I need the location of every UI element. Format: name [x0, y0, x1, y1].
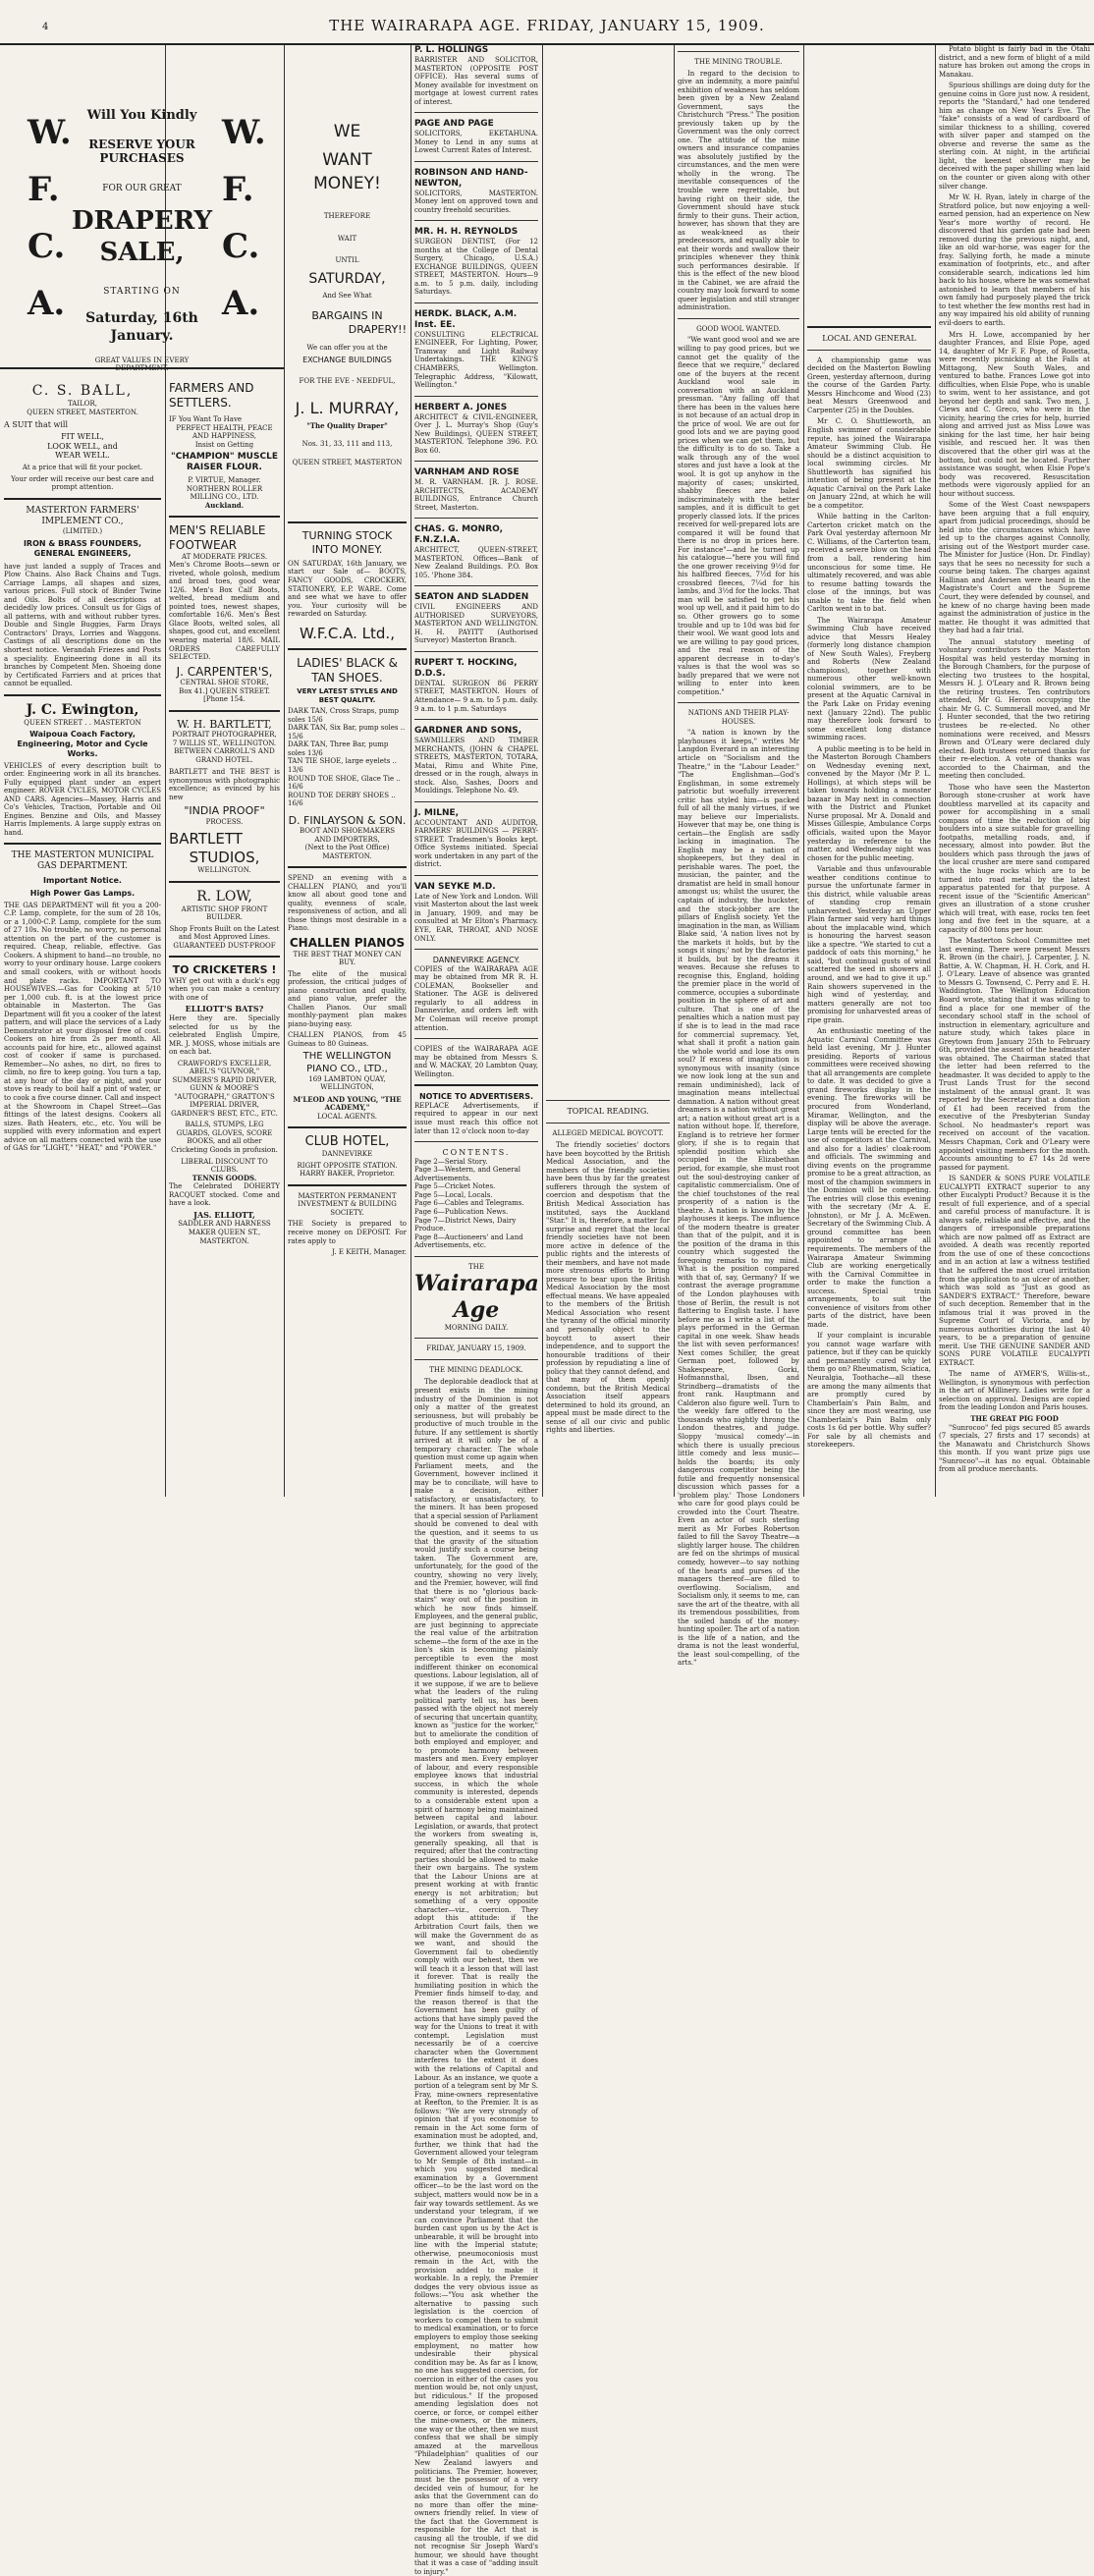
ad-line: VERY LATEST STYLES AND BEST QUALITY. [297, 687, 398, 704]
news-item: Mr W. H. Ryan, lately in charge of the Stratford police, but now enjoying a well-earned pension, had an experience on New Year's more worthy of record. He discovered that his garden gate had been removed during the previous night, and, like an old war-horse, was eager for the fray. Sallying forth, he made a minute examination of footprints, etc., and after considerable search, indications led him back to his house, where he was somewhat astonished to learn that members of his own family had purposely played the trick to test whether the few months rest had in any way impaired his old ability of running evil-doers to earth. [939, 193, 1090, 327]
price-row: DARK TAN, Cross Straps, pump soles 15/6 [288, 707, 399, 724]
club-hotel-ad [288, 1134, 407, 1178]
article-body: "A nation is known by the playhouses it keeps," writes Mr Langdon Everard in an interesting article on "Socialism and the Theatre," in the "Labour Leader." "The Englishman—God's Englishman, in some extremely patriotic but woefully irreverent critic has styled him—is packed full of all the manly virtues, if we may believe our Imperialists. However that may be, one thing is certain—the English are sadly lacking in imagination. The English may be a nation of shopkeepers, but they deal in perishable wares. The poet, the musician, the painter, and the dramatist are held in small honour amongst us; whilst the usurer, the captain of industry, the huckster, and the stock-jobber are the pillars of English society. Yet the imagination in the man, as William Blake said, 'A nation lives not by the markets it holds, but by the songs it sings;' not by the factories it builds, but by the dreams it weaves. Because she refuses to recognise this, England, holding the premier place in the world of commerce, occupies a subordinate position in the sphere of art and culture. That is one of the penalties which a nation must pay if she is to lead in the mad race for commercial supremacy. Yet, what shall it profit a nation gain the whole world and lose its own soul? If excess of imagination is synonymous with insanity (since we now look long at the sun and remain undiminished), lack of imagination means intellectual damnation. A nation without great dreamers is a nation without great art; a nation without great art is a nation without hope. If, therefore, England is to retrieve her former glory, if she is to regain that splendid position which she occupied in the Elizabethan period, for example, she must root out the soul-destroying canker of capitalistic commercialism. One of the chief touchstones of the real prosperity of a nation is the theatre. A nation is known by the playhouses it keeps. The influence of the modern theatre is greater than that of the pulpit, and it is the position of the drama in this country which suggested the foregoing remarks to my mind. What is the position compared with that of, say, Germany? If we contrast the average programme of the London playhouses with those of Berlin, the result is not flattering to English taste. I have before me as I write a list of the plays performed in the German capital in one week. Shaw heads the list with seven performances! Next comes Schiller, the great German poet, followed by Shakespeare, Gorki, Hofmannsthal, Ibsen, and Strindberg—dramatists of the front rank. Hauptmann and Calderon also figure well. Turn to the weekly fare offered to the thousands who nightly throng the London theatres, and judge. Sloppy 'musical comedy'—in which there is usually precious little comedy and less music—holds the boards; its only dangerous competitor being the futile and frequently nonsensical discussion which passes for a 'problem play.' Those Londoners who care for good plays could be crowded into the Court Theatre. Even an actor of such sterling merit as Mr Forbes Robertson failed to fill the Savoy Theatre—a slightly larger house. The children are fed on the shrimps of musical comedy, however—to say nothing of the hearts and purses of the managers thereof—are filled to overflowing. Socialism, and Socialism only, it seems to me, can save the art of the theatre, with all its tremendous possibilities, from the soiled hands of the money-hunting spoiler. The art of a nation is the life of a nation, and the drama is not the least wonderful, the least soul-compelling, of the arts." [678, 729, 799, 1668]
ad-body: Here they are. Specially selected for us by the celebrated English Umpire, MR. J. MOSS, whose initials are on each bat. [169, 1014, 280, 1057]
letter: W. [222, 113, 266, 152]
entry-body: SOLICITORS, MASTERTON. Money lent on approved town and country freehold securities. [414, 189, 538, 214]
directory-entry [414, 1045, 538, 1078]
ad-line: THEREFORE [323, 212, 371, 221]
column-3 [288, 45, 407, 1497]
ad-line: LOCAL AGENTS. [317, 1112, 377, 1121]
ad-line: RESERVE YOUR PURCHASES [88, 137, 195, 166]
ad-line: P. VIRTUE, Manager. [188, 476, 261, 485]
ad-line: Shop Fronts Built on the Latest and Most Approved Lines. [169, 924, 280, 942]
directory-entry [414, 227, 538, 297]
ad-body: SPEND an evening with a CHALLEN PIANO, and you'll know all about good tone and quality, evenness of scale, responsiveness of action, and all those things most desirable in a Piano. [288, 874, 407, 933]
contents-item: Page 2—Serial Story. [414, 1157, 488, 1166]
news-item: Spurious shillings are doing duty for the genuine coins in Gore just now. A resident, reports the "Standard," had one tendered him as change on New Year's Eve. The "fake" consists of a wad of cardboard of similar thickness to a shilling, covered with silver paper and stamped on the obverse and reverse the same as the sterling coin. At night, in the artificial light, the keenest observer may be deceived with the paper shilling when laid on the counter or given along with other silver change. [939, 82, 1090, 191]
price-row: TAN TIE SHOE, large eyelets .. 13/6 [288, 757, 397, 774]
column-4 [414, 45, 539, 2576]
ad-name: TO CRICKETERS ! [172, 963, 277, 977]
directory-entry [414, 45, 538, 106]
cricket-ad [169, 963, 280, 1245]
ad-line: TAILOR, [68, 400, 97, 409]
ad-name: MASTERTON FARMERS' IMPLEMENT CO., [26, 505, 139, 526]
price-row: DARK TAN, Three Bar, pump soles 13/6 [288, 740, 389, 757]
news-item: Variable and thus unfavourable weather conditions continue to pursue the unfortunate farmer in this district, while valuable areas of standing crop remain unharvested. Yesterday an Upper Plain farmer said very hard things about the implacable wind, which is honouring the harvest season like a spectre. "We started to cut a paddock of oats this morning," he said, "but continual gusts of wind scattered the seed in showers all around, and we had to give it up." Rain showers supervened in the high wind of yesterday, and matters generally are not too promising for unharvested areas of ripe grain. [807, 865, 931, 1024]
ad-name: R. LOW, [196, 888, 252, 904]
column-2 [169, 375, 280, 1495]
ad-name: J. L. MURRAY, [295, 399, 400, 418]
letter: A. [27, 284, 66, 323]
ad-name: THE MASTERTON MUNICIPAL GAS DEPARTMENT. [11, 850, 154, 872]
price-row: ROUND TOE DERBY SHOES .. 16/6 [288, 791, 396, 808]
news-item: Potato blight is fairly bad in the Otahi district, and a new form of blight of a mild nature has broken out among the crops in Manakau. [939, 45, 1090, 79]
notice-to-advertisers [414, 1092, 538, 1135]
ad-line: A SUIT that will [4, 420, 68, 430]
entry-name: GARDNER AND SONS, [414, 726, 522, 737]
ad-line: At a price that will fit your pocket. [22, 464, 143, 472]
contents-item: Page 5—Cricket Notes. [414, 1182, 496, 1191]
ad-line: QUEEN STREET, MASTERTON. [27, 408, 138, 416]
ad-line: DANNEVIRKE [321, 1150, 373, 1159]
ad-line: FIT WELL, [61, 431, 104, 441]
column-rule [674, 45, 675, 1497]
directory-entry [414, 467, 538, 512]
ad-body: BALLS, STUMPS, LEG GUARDS, GLOVES, SCORE BOOKS, and all other Cricketing Goods in profusion. [171, 1121, 278, 1154]
wfca-center [69, 104, 215, 373]
ad-line: Will You Kindly [86, 108, 197, 123]
ad-body: THE Society is prepared to receive money on DEPOSIT. For rates apply to [288, 1220, 407, 1245]
murray-ad [288, 122, 407, 466]
ad-line: We can offer you at the [306, 344, 388, 353]
ad-body: The elite of the musical profession, the critical judges of piano construction and quality, and piano value, prefer the Challen Pianos. Our small monthly-payment plan makes piano-buying easy. [288, 969, 407, 1028]
directory-entry [414, 524, 538, 579]
column-rule [284, 45, 285, 1497]
directory-entry [414, 658, 538, 713]
article-body: In regard to the decision to give an indemnity, a more painful exhibition of weakness has seldom been given by a New Zealand Government, says the Christchurch "Press." The position previously taken up by the Government was the only correct one. The attitude of the mine owners and insurance companies was absolutely justified by the circumstances, and the men were wholly in the wrong. The inevitable consequences of the trouble were regrettable, but having right on their side, the Government should have stuck firmly to their guns. Their action, however, has shown that they are as weak-kneed as their predecessors, and equally able to eat their words and swallow their principles whenever they think such performances desirable. If this is the effect of the new blood in the Cabinet, we are afraid the country may look forward to some queer legislation and still stranger administration. [678, 69, 799, 312]
entry-body: ARCHITECT & CIVIL-ENGINEER, Over J. L. Murray's Shop (Guy's New Buildings), QUEEN STREET, MASTERTON. Telephone 396. P.O. Box 60. [414, 412, 538, 455]
ad-line: STARTING ON [103, 286, 181, 297]
ad-line: GREAT VALUES IN EVERY DEPARTMENT. [94, 356, 190, 373]
ad-line: High Power Gas Lamps. [29, 889, 136, 898]
ad-line: Auckland. [204, 500, 245, 510]
news-item: Mrs H. Lowe, accompanied by her daughter Frances, and Elsie Pope, aged 14, daughter of Mr F. F. Pope, of Rosetta, were recently picnicking at the Falls at Mittagong, New South Wales, and ventured to bathe. Frances Lowe got into difficulties, when Elsie Pope, who is unable to swim, went to her assistance, and got beyond her depth and sank. Two men, J. Clews and C. Greco, who were in the vicinity, hearing the cries for help, hurried along and arrived just as Miss Lowe was sinking for the last time, her hair being visible, and rescued her. It was then discovered that the other girl was at the bottom, but could not be located. Further assistance was sought, when Elsie Pope's body was recovered. Resuscitation methods were vigorously applied for an hour without success. [939, 330, 1090, 498]
ad-line: BOOT AND SHOEMAKERS [299, 827, 396, 836]
ad-name: LADIES' BLACK & TAN SHOES. [297, 655, 398, 685]
news-item: Some of the West Coast newspapers have been arguing that a full enquiry, apart from judicial proceedings, should be held into the circumstances which have led up to the charges against Connolly, arising out of the Westport murder case. The Minister for Justice (Hon. Dr. Findlay) says that he sees no necessity for such a course being taken. The charges against Hallinan and Andersen were heard in the Magistrate's Court and the Supreme Court, they were defended by counsel, and he knew of no charge having been made against the administration of justice in the matter. He thought it was admitted that they had had a fair trial. [939, 501, 1090, 635]
ad-name: FARMERS AND SETTLERS. [169, 381, 254, 410]
section-title: CONTENTS. [442, 1148, 511, 1158]
ad-body: VEHICLES of every description built to order. Engineering work in all its branches. Fully equipped plant under an expert engineer. ROVER CYCLES, MOTOR CYCLES AND CARS. Agencies—Massey, Harris and Co's Vehicles, Traction, Portable and Oil Engines. Benzine and Oils, and Massey Harris Implements. A large supply extras on hand. [4, 761, 161, 837]
ad-line: FOR THE EVE - NEEDFUL, [299, 376, 396, 385]
ad-line: 169 LAMBTON QUAY, WELLINGTON, [308, 1074, 386, 1092]
ad-line: Important Notice. [43, 876, 122, 886]
ad-body: CHALLEN PIANOS, from 45 Guineas to 80 Guineas. [288, 1031, 407, 1048]
directory-entry [414, 309, 538, 390]
ad-line: BETWEEN CARROLL'S AND GRAND HOTEL. [174, 747, 275, 764]
entry-body: SURGEON DENTIST, (For 12 months at the College of Dental Surgery, Chicago, U.S.A.) EXCHANGE BUILDINGS, QUEEN STREET, MASTERTON. Hours—9 a.m. to 5 p.m. daily, including Saturdays. [414, 238, 538, 297]
section-title: NOTICE TO ADVERTISERS. [418, 1092, 533, 1102]
ball-ad [4, 383, 161, 492]
news-item: "Sunrocoo" fed pigs secured 85 awards (7 specials, 27 firsts and 17 seconds) at the Manawatu and Christchurch Shows this month. If you want prize pigs use "Sunrocoo"—it has no equal. Obtainable from all produce merchants. [939, 1423, 1090, 1474]
ad-line: M'LEOD AND YOUNG, "THE ACADEMY," [293, 1094, 402, 1113]
ad-name: J. CARPENTER'S, [176, 664, 273, 679]
topical-title: TOPICAL READING. [567, 1107, 649, 1116]
column-rule [542, 45, 543, 1497]
wfca-right-letters [222, 104, 266, 332]
entry-name: ROBINSON AND HAND-NEWTON, [414, 167, 528, 189]
column-7 [807, 45, 931, 1497]
ad-line: IRON & BRASS FOUNDERS, GENERAL ENGINEERS, [23, 539, 142, 558]
news-item: While batting in the Carlton-Carterton cricket match on the Park Oval yesterday afternoon Mr C. Williams, of the Carterton team, received a severe blow on the head from a ball, rendering him unconscious for some time. He ultimately recovered, and was able to resume batting towards the close of the innings, but was unable to take the field when Carlton went in to bat. [807, 513, 931, 614]
settlers-ad [169, 381, 280, 510]
entry-body: DENTAL SURGEON 86 PERRY STREET, MASTERTON. Hours of Attendance— 9 a.m. to 5 p.m. daily. 9 a.m. to 1 p.m. Saturdays [414, 679, 538, 713]
low-ad [169, 889, 280, 951]
ewington-ad [4, 702, 161, 838]
ad-body: THE GAS DEPARTMENT will fit you a 200-C.P. Lamp, complete, for the sum of 28 10s, or a 1,000-C.P. Lamp, complete for the sum of 27 10s. No trouble, no worry, no personal attention on the part of the customer is required. Cheap, reliable, effective. Gas Cookers. A shipment to hand—no trouble, no worry to your ordinary house. Large cookers and small cookers, with or without hoods and plate racks. IMPORTANT TO HOUSEWIVES.—Gas for Cooking at 5/10 per 1,000 cub. ft. is at the lowest price obtainable in Masterton. The Gas Department will fit you a cooker of the latest pattern, and will place the services of a Lady Demonstrator at your disposal free of cost. Cookers on hire from 2s per month. All accounts paid for hire, etc., allowed against cost of cooker if same is purchased. Remember—No ashes, no dirt, no fires to climb, no fire to keep going. You turn a tap, at any hour of the day or night, and your stove is ready to boil half a pint of water, or to cook a five course dinner. Call and inspect at the Showroom in Chapel Street—Gas fittings of the latest designs. Cookers all sizes. Bath Heaters, etc., etc. You will be supplied with every information and expert advice on all matters connected with the use of GAS for "LIGHT," "HEAT," and "POWER." [4, 901, 161, 1153]
ladies-shoes-ad [288, 656, 407, 860]
directory-entry [414, 882, 538, 943]
price-row: ROUND TOE SHOE, Glace Tie .. 16/6 [288, 774, 401, 792]
ad-line: ELLIOTT'S BATS? [185, 1004, 264, 1014]
news-item: The Masterton School Committee met last evening. There were present Messrs R. Brown (in the chair), J. Carpenter, J. N. Battie, A. W. Chapman, H. H. Cork, and H. J. O'Leary. Leave of absence was granted to Messrs G. Townsend, C. Perry and E. H. Waddington. The Wellington Education Board wrote, stating that it was willing to find a place for one member of the secondary school staff in the school of instruction in elementary, agriculture and nature study, which takes place in Greytown from January 25th to February 6th, provided the assent of the headmaster was obtained. The Chairman stated that the letter had been referred to the headmaster. It was decided to apply to the Trust Lands Trust for the second instalment of the annual grant. It was reported by the Secretary that a donation of £1 had been received from the executive of the Presbyterian Sunday School. No headmaster's report was received on account of the vacation. Messrs Chapman, Cork and O'Leary were appointed visiting members for the month. Accounts amounting to £7 14s 2d were passed for payment. [939, 937, 1090, 1172]
ad-line: 7 WILLIS ST., WELLINGTON. [172, 739, 277, 747]
directory-entry [414, 956, 538, 1032]
news-item: The name of AYMER'S, Willis-st., Wellington, is synonymous with perfection in the art of Millinery. Ladies write for a selection on approval. Designs are copied from the leading London and Paris houses. [939, 1370, 1090, 1412]
letter: A. [222, 284, 260, 323]
ad-name: W. H. BARTLETT, [177, 717, 272, 731]
column-6 [678, 45, 799, 1668]
ad-line: WE [333, 122, 361, 141]
news-item: A public meeting is to be held in the Masterton Borough Chambers on Wednesday evening next, convened by the Mayor (Mr P. L. Hollings), at which steps will be taken towards holding a monster bazaar in May next in connection with the District and Plunket Nurse proposal. Mr A. Donald and Misses Gillespie, Ambulance Corps officials, waited upon the Mayor yesterday in reference to the matter, and Wednesday night was chosen for the public meeting. [807, 744, 931, 862]
ad-body: Men's Chrome Boots—sewn or riveted, whole golosh, medium and broad toes, good wear 12/6. Men's Box Calf Boots, welted, bread medium and pointed toes, newest shapes, comfortable 16/6. Men's Best Glace Boots, welted soles, all shapes, good cut, and excellent wearing material 18/6. MAIL ORDERS CAREFULLY SELECTED. [169, 561, 280, 662]
paper-nameplate [414, 1263, 538, 1375]
ad-name: C. S. BALL, [31, 383, 134, 399]
directory-entry [414, 592, 538, 645]
ad-line: LOOK WELL, and [47, 441, 118, 451]
news-item: The annual statutory meeting of voluntary contributors to the Masterton Hospital was held yesterday morning in the Borough Chambers, for the purpose of electing two trustees to the hospital, Messrs H. J. O'Leary and R. Brown being the retiring trustees. Ten contributors attended, Mr G. Heron occupying the chair. Mr G. C. Summerall moved, and Mr J. Hunter seconded, that the two retiring trustees be re-elected. No other nominations were received, and Messrs Brown and O'Leary were declared duly elected. Both trustees returned thanks for their re-election. A vote of thanks was accorded to the Chairman, and the meeting then concluded. [939, 637, 1090, 781]
entry-body: CIVIL ENGINEERS AND AUTHORISED SURVEYORS, MASTERTON AND WELLINGTON. H. H. PAYITT (Authorised Surveyor) Masterton Branch. [414, 603, 538, 645]
ad-line: NORTHERN ROLLER MILLING CO., LTD. [186, 484, 263, 502]
ad-line: BARGAINS IN [311, 309, 383, 323]
ad-line: STUDIOS, [189, 848, 260, 866]
letter: C. [27, 227, 66, 266]
ad-line: MONEY! [313, 174, 381, 194]
ad-body: The Celebrated DOHERTY RACQUET stocked. Come and have a look. [169, 1182, 280, 1208]
ad-line: RIGHT OPPOSITE STATION. [297, 1161, 398, 1170]
news-item: If your complaint is incurable you cannot wage warfare with patience, but if they can be quickly and permanently cured why let them go on? Rheumatism, Sciatica, Neuralgia, Toothache—all these are among the many ailments that are promptly cured by Chamberlain's Pain Balm, and since they are most wearing, use Chamberlain's Pain Balm only costs 1s 6d per bottle. Why suffer? For sale by all chemists and storekeepers. [807, 1332, 931, 1450]
directory-entry [414, 403, 538, 456]
column-rule [803, 45, 804, 1497]
letter: F. [27, 170, 60, 209]
ad-line: QUEEN STREET . . MASTERTON [24, 718, 141, 727]
ad-line: "INDIA PROOF" [184, 804, 265, 818]
ad-line: Your order will receive our best care and prompt attention. [11, 474, 154, 492]
nameplate-date: FRIDAY, JANUARY 15, 1909. [426, 1344, 526, 1353]
challen-piano-ad [288, 874, 407, 1121]
entry-name: MR. H. H. REYNOLDS [414, 227, 519, 238]
ad-name: CLUB HOTEL, [304, 1134, 390, 1150]
directory-entry [414, 119, 538, 155]
masthead [0, 0, 1094, 45]
ad-line: SATURDAY, [308, 270, 386, 287]
ad-line: EXCHANGE BUILDINGS [302, 355, 392, 364]
entry-body: ACCOUNTANT AND AUDITOR, FARMERS' BUILDINGS — PERRY-STREET. Tradesmen's Books kept. Office Systems initiated. Special work undertaken in any part of the district. [414, 818, 538, 869]
ad-line: "CHAMPION" MUSCLE RAISER FLOUR. [171, 452, 278, 473]
ad-line: GUARANTEED DUST-PROOF [173, 941, 276, 950]
entry-name: HERDK. BLACK, A.M. Inst. EE. [414, 308, 518, 330]
ad-line: CENTRAL SHOE STORE, [180, 679, 269, 687]
contents [414, 1148, 538, 1250]
article-title: THE MINING DEADLOCK. [429, 1365, 523, 1374]
entry-name: VAN SEYKE M.D. [414, 881, 496, 892]
nations-continuation [807, 45, 931, 320]
column-rule [410, 45, 411, 1497]
article-continuation [546, 45, 670, 1094]
news-item: Mr C. O. Shuttleworth, an English swimmer of considerable repute, has joined the Wairarapa Amateur Swimming Club. He should be a distinct acquisition to local swimming circles. Mr Shuttleworth has signified his intention of being present at the Aquatic Carnival on the Park Lake on January 22nd, at which he will be a competitor. [807, 417, 931, 510]
farmers-implement-ad [4, 506, 161, 688]
entry-name: SEATON AND SLADDEN [414, 592, 529, 603]
entry-name: J. MILNE, [414, 807, 460, 818]
ad-name: JAS. ELLIOTT, [193, 1209, 255, 1220]
wfca-left-letters [27, 104, 72, 332]
ad-line: THE BEST THAT MONEY CAN BUY. [293, 950, 402, 967]
column-8 [939, 45, 1090, 1497]
news-item: A championship game was decided on the Masterton Bowling Green, yesterday afternoon, during the course of the Garden Party. Messrs Hinchcome and Wood (23) beat Messrs Greenwood and Carpenter (25) in the Doubles. [807, 356, 931, 414]
contents-item: Page 8—Auctioneers' and Land Advertisements, etc. [414, 1233, 523, 1250]
ad-line: Saturday, 16th January. [85, 310, 198, 344]
ad-name: J. C. Ewington, [26, 701, 139, 718]
page-number: 4 [42, 22, 49, 32]
letter: C. [222, 227, 260, 266]
entry-body: COPIES of the WAIRARAPA AGE may be obtained from Messrs S. and W. MACKAY, 20 Lambton Quay, Wellington. [414, 1045, 538, 1078]
article-title: NATIONS AND THEIR PLAY-HOUSES. [687, 709, 790, 726]
footwear-ad [169, 523, 280, 703]
column-5 [546, 45, 670, 1497]
permanent-society-ad [288, 1192, 407, 1257]
ad-name: CHALLEN PIANOS [289, 935, 406, 950]
ad-line: Nos. 31, 33, 111 and 113, [301, 440, 393, 449]
ad-line: WELLINGTON. [197, 866, 251, 874]
ad-line: FOR OUR GREAT [102, 184, 182, 194]
ad-body: CRAWFORD'S EXCELLER, ABEL'S "GUVNOR," SUMMERS'S RAPID DRIVER, GUNN & MOORE'S "AUTOGRAPH," GRATTON'S IMPERIAL DRIVER, GARDNER'S BEST, ETC., ETC. [171, 1059, 278, 1118]
section-title: LOCAL AND GENERAL [822, 334, 916, 343]
ad-line: QUEEN STREET, MASTERTON [292, 458, 403, 466]
ad-line: DRAPERY!! [348, 322, 407, 336]
ad-line: WAIT [337, 234, 357, 243]
ad-line: WEAR WELL. [55, 451, 110, 461]
gas-department-ad [4, 850, 161, 1152]
section-body: REPLACE Advertisements, if required to appear in our next issue must reach this office not later than 12 o'clock noon to-day [414, 1101, 538, 1135]
ad-line: PROCESS. [205, 817, 244, 826]
ad-line: BARTLETT [169, 830, 243, 849]
column-1 [4, 375, 161, 1495]
ad-line: IF You Want To Have [169, 415, 243, 424]
column-rule [935, 45, 936, 1497]
entry-body: COPIES of the WAIRARAPA AGE may be obtained from MR R. H. COLEMAN, Bookseller and Stationer. The AGE is delivered regularly to all address in Dannevirke, and orders left with Mr Coleman will receive prompt attention. [414, 964, 538, 1032]
news-item: The Wairarapa Amateur Swimming Club have received advice that Messrs Healey (formerly long distance champion of New South Wales), Freyberg and Roberts (New Zealand champions), together with numerous other well-known colonial swimmers, are to be present at the Aquatic Carnival in the Park Lake on Friday evening next (January 22nd). The public may therefore look forward to some excellent long distance swimming races. [807, 616, 931, 742]
letter: W. [27, 113, 72, 152]
contents-item: Page 5—Local, Locals. [414, 1190, 493, 1199]
entry-name: PAGE AND PAGE [414, 119, 494, 130]
ad-body: WHY get out with a duck's egg when you can make a century with one of [169, 976, 280, 1002]
nameplate-line: MORNING DAILY. [444, 1323, 509, 1332]
ad-line: HARRY BAKER, Proprietor. [300, 1170, 395, 1178]
ad-line: SADDLER AND HARNESS MAKER QUEEN ST., MASTERTON. [178, 1220, 271, 1245]
ad-line: LIBERAL DISCOUNT TO CLUBS. [181, 1157, 268, 1175]
topical-subtitle: ALLEGED MEDICAL BOYCOTT. [552, 1128, 664, 1137]
entry-name: P. L. HOLLINGS [414, 45, 489, 55]
ad-line: ARTISTIC SHOP FRONT BUILDER. [181, 904, 268, 922]
directory-entry [414, 168, 538, 215]
ad-line: (Next to the Post Office) MASTERTON. [304, 844, 390, 860]
ad-name: D. FINLAYSON & SON. [288, 813, 407, 827]
ad-line: "The Quality Draper" [306, 420, 388, 430]
ad-line: And See What [322, 291, 372, 300]
entry-name: DANNEVIRKE AGENCY. [432, 956, 520, 965]
contents-list [414, 1158, 538, 1250]
ad-headline: DRAPERY SALE, [71, 206, 213, 267]
ad-name: W.F.C.A. Ltd., [300, 624, 395, 642]
ad-line: (LIMITED.) [62, 526, 103, 535]
ad-body: BARTLETT and THE BEST is synonymous with photographic excellence; as evinced by his new [169, 768, 280, 801]
ad-body: ON SATURDAY, 16th January, we start our Sale of— BOOTS, FANCY GOODS, CROCKERY, STATIONERY, E.P. WARE. Come and see what we have to offer you. Your curiosity will be rewarded on Saturday. [288, 559, 407, 619]
nameplate-title: Wairarapa Age [414, 1271, 539, 1324]
wfca-sale-ad [0, 45, 284, 373]
entry-body: SAWMILLERS AND TIMBER MERCHANTS, (JOHN & CHAPEL STREETS, MASTERTON, TOTARA, Matai, Rimu and White Pine, dressed or in the rough, always in stock. Also, Sashes, Doors and Mouldings. Telephone No. 49. [414, 737, 538, 795]
entry-body: ARCHITECT, QUEEN-STREET, MASTERTON. Offices—Bank of New Zealand Buildings. P.O. Box 105. 'Phone 384. [414, 546, 538, 579]
bartlett-ad [169, 718, 280, 875]
ad-body: have just landed a supply of Traces and Plow Chains. Also Back Chains and Tugs. Carriage Lamps, all shapes and sizes, various prices. Full stock of Binder Twine and Oils. Bolts of all descriptions at decidedly low prices. Consult us for Gigs of all patterns, with and without rubber tyres. Double and Single Buggies, Farm Drays Contractors' Drays, Lorries and Waggons. Castings of all descriptions done on the shortest notice. Verandah Friezes and Posts a speciality. Engineering done in all its branches by Competent Men. Shoeing done by Certificated Farriers and at prices that cannot be equalled. [4, 562, 161, 688]
ad-line: PERFECT HEALTH, PEACE AND HAPPINESS, [176, 423, 273, 441]
entry-body: SOLICITORS, EKETAHUNA. Money to Lend in any sums at Lowest Current Rates of Interest. [414, 130, 538, 155]
contents-item: Page 7—District News, Dairy Produce. [414, 1216, 517, 1233]
news-item: Those who have seen the Masterton Borough stone-crusher at work have doubtless marvelled at its capacity and power for accomplishing in a small compass of time the reduction of big boulders into a size suitable for gravelling footpaths, metalling roads, and, if necessary, almost into powder. But the boulders which pass through the jaws of the local crusher are mere sand compared with the huge rocks which are to be turned into road metal by the latest apparatus patented for that purpose. A recent issue of the "Scientific American" gives an illustration of a stone crusher which will treat, with ease, rocks ten feet long and five feet in the square, at a capacity of 800 tons per hour. [939, 783, 1090, 934]
entry-body: Late of New York and London. Will visit Masterton about the last week in January, 1909, and may be consulted at Mr Elton's Pharmacy. EYE, EAR, THROAT, AND NOSE ONLY. [414, 892, 538, 943]
ad-line: J. E KEITH, Manager. [332, 1248, 407, 1257]
ad-line: TENNIS GOODS. [191, 1173, 257, 1182]
ad-line: PORTRAIT PHOTOGRAPHER, [172, 731, 277, 740]
nameplate-line: THE [468, 1262, 484, 1271]
ad-name: TURNING STOCK INTO MONEY. [301, 529, 393, 556]
entry-body: BARRISTER AND SOLICITOR, MASTERTON (OPPOSITE POST OFFICE). Has several sums of Money available for investment on mortgage at lowest current rates of interest. [414, 55, 538, 106]
ad-line: AT MODERATE PRICES. [181, 552, 268, 561]
article-body: The friendly societies' doctors have been boycotted by the British Medical Association, and the members of the friendly societies have been thus by far the greatest sufferers through the system of coercion and despotism that the British Medical Association has instituted, says the Auckland "Star." It is, therefore, a matter for surprise and regret that the local friendly societies have not been more active in defence of the public rights and the interests of their members, and have not made more strenuous efforts to bring pressure to bear upon the British Medical Association by the most effectual means. We have appealed to the members of the British Medical Association who resent the tyranny of the official minority and personally object to the boycott to assert their independence, and to support the honourable traditions of their profession by repudiating a line of policy that they cannot defend, and that many of them openly condemn, but the British Medical Association itself appears determined to hold its ground, an appeal must be made direct to the sense of all our civic and public rights and liberties. [546, 1141, 670, 1435]
ad-line: WANT [322, 149, 372, 170]
turning-stock-ad [288, 529, 407, 642]
contents-item: Page 3—Western, and General Advertisements. [414, 1166, 521, 1182]
directory-entry [414, 808, 538, 869]
article-body: The deplorable deadlock that at present exists in the mining industry of the Dominion is not only a matter of the greatest seriousness, but will probably be productive of much trouble in the future. If any settlement is shortly arrived at it will only be of a temporary character. The whole question must come up again when Parliament meets, and the Government, however inclined it may be to conciliate, will have to make a decision, either satisfactory, or unsatisfactory, to the miners. It has been proposed that a special session of Parliament should be convened to deal with the question, and it seems to us that the gravity of the situation would justify such a course being taken. The Government are, unfortunately, for the good of the country, showing no very lively, and the Premier, however, will find that there is no "glorious back-stairs" way out of the position in which he now finds himself. Employees, and the general public, are just beginning to appreciate the real value of the arbitration scheme—the form of the axe in the lion's skin is becoming plainly perceptible to even the most indifferent thinker on economical questions. Labour legislation, all of it we suppose, if we are to believe what the leaders of the ruling political party tell us, has been passed with the object not merely of securing that uncertain quantity, known as "justice for the worker," but to ameliorate the condition of both employed and employer, and to promote harmony between masters and men. Every employer of labour, and every responsible employee knows that industrial success, in which the whole community is interested, depends to a considerable extent upon a spirit of harmony being maintained between capital and labour. Legislation, or awards, that protect the workers from sweating is, generally speaking, all that is required; after that the contracting parties should be allowed to make their own bargains. The system that the Labour Unions are at present working at with frantic energy is not arbitration; but something of a very opposite character—viz., coercion. They adopt this attitude: if the Arbitration Court fails, then we will make the Government do as we want, and should the Government fail to obediently comply with our behest, then we will teach it a lesson that will last it forever. That is really the humiliating position in which the Premier finds himself to-day, and the reason thereof is that the Government has been guilty of actions that have simply paved the way for the Unions to treat it with contempt. Legislation must necessarily be of a coercive character when the Government interferes to the extent it does with the relations of Capital and Labour. As an instance, we quote a portion of a telegram sent by Mr S. Fray, mine-owners representative at Reefton, to the Premier. It is as follows: "We are very strongly of opinion that if you economise to remain in the Act some form of examination must be adopted, and, further, we think that had the Government allowed your telegram to Mr Semple of 8th instant—in which you suggested medical examination by a Government officer—to be the last word on the subject, matters would now be in a fair way towards settlement. As we understand your telegram, if we can convince Parliament that the burden cast upon us by the Act is unbearable, it will be brought into line with the Imperial statute; otherwise, pneumoconiosis must remain in the Act, with the provision added to make it workable. In a reply, the Premier dodges the very obvious issue as follows:—"You ask whether the alternative to passing such legislation is the coercion of workers to compel them to submit to medical examination, or to force employers to employ those seeking employment, no matter how undesirable their physical condition may be. As far as I know, no one has suggested coercion, for coercion in either of the cases you mention would be, not only unjust, but ridiculous." If the proposed amending legislation does not coerce, or force, or compel either the mine-owners, or the miners, one way or the other, then we must confess that we shall be simply amazed at the marvellous "Philadelphian" qualities of our New Zealand lawyers and politicians. The Premier, however, must be the possessor of a very decided vein of humour, for he asks that the Government can do no more than offer the mine-owners friendly relief. In view of the fact that the Government is responsible for the Act that is causing all the trouble, if we did not recognise Sir Joseph Ward's humour, we should have thought that it was a case of "adding insult to injury." [414, 1378, 539, 2576]
entry-name: HERBERT A. JONES [414, 402, 508, 412]
article-title: GOOD WOOL WANTED. [696, 324, 781, 333]
news-item: IS SANDER & SONS PURE VOLATILE EUCALYPTI EXTRACT superior to any other Eucalypti Product? Because it is the result of full experience, and of a special and careful process of manufacture. It is always safe, reliable and effective, and the dangers of irresponsible preparations which are now palmed off as Extract are avoided. A death was recently reported from the use of one of these concoctions and in an action at law a witness testified that he suffered the most cruel irritation from the application to an ulcer of another, which was sold as "Just as good as SANDER'S EXTRACT." Therefore, beware of such deception. Remember that in the infamous trial it was proved in the Supreme Court of Victoria, and by numerous authorities during the last 40 years, to be a preparation of genuine merit. Use THE GENUINE SANDER AND SONS PURE VOLATILE EUCALYPTI EXTRACT. [939, 1175, 1090, 1367]
ad-name: MEN'S RELIABLE FOOTWEAR [169, 523, 266, 553]
ad-line: AND IMPORTERS, [314, 835, 380, 844]
ad-line: Insist on Getting [194, 440, 254, 449]
contents-item: Page 6—Cables and Telegrams. [414, 1199, 524, 1208]
ad-name: THE WELLINGTON PIANO CO., LTD., [302, 1051, 392, 1074]
price-row: DARK TAN, Six Bar, pump soles .. 15/6 [288, 724, 406, 740]
entry-body: M. R. VARNHAM. [R. J. ROSE. ARCHITECTS, ACADEMY BUILDINGS, Entrance Church Street, Masterton. [414, 478, 538, 512]
entry-name: CHAS. G. MONRO, F.N.Z.I.A. [414, 524, 504, 546]
directory-entry [414, 726, 538, 795]
masthead-title: THE WAIRARAPA AGE. FRIDAY, JANUARY 15, 1909. [329, 17, 765, 34]
contents-item: Page 6—Publication News. [414, 1208, 509, 1216]
ad-line: Box 41.] QUEEN STREET. [Phone 154. [179, 686, 270, 704]
article-body: "We want good wool and we are willing to pay good prices, but we cannot get the quality of the fleece that we require," declared one of the buyers at the recent Auckland wool sale in conversation with an Auckland pressman. "Any falling off that there has been in the values here is not because of an actual drop in the price of wool. We are out for good lots and we are paying good prices when we can get them, but the difficulty is to do so. Take a walk through any of the wool stores and just have a look at the wool. It is got up anyhow in the majority of cases; unskirted, shabby fleeces are baled indiscriminately with the better samples, and it is difficult to get properly classed lots. If the prices received for well-prepared lots are compared it will be found that there is no drop in prices here. For instance"—and he turned up his catalogue—"here you will find the one grower receiving 9½d for his halfbred fleeces, 7½d for his crossbred fleeces, 7¼d for his lambs, and 3½d for the locks. That man will be satisfied to get his wool up well, and it paid him to do so. Other growers go to some trouble and up to 10d was bid for their wool. We want good lots and we are willing to pay good prices, and the real reason of the apparent decrease in to-day's values is that the wool was so badly prepared that we were not willing to enter into keen competition." [678, 336, 799, 696]
ad-name: MASTERTON PERMANENT INVESTMENT & BUILDING SOCIETY. [298, 1191, 397, 1217]
ad-line: Waipoua Coach Factory, Engineering, Motor and Cycle Works. [17, 730, 148, 758]
entry-body: CONSULTING ELECTRICAL ENGINEER, For Lighting, Power, Tramway and Light Railway Undertakings. THE KING'S CHAMBERS, Wellington. Telegraphic Address, "Kilowatt, Wellington." [414, 330, 538, 390]
ad-line: UNTIL [335, 256, 359, 265]
letter: F. [222, 170, 254, 209]
article-title: THE MINING TROUBLE. [694, 58, 783, 66]
entry-name: RUPERT T. HOCKING, D.D.S. [414, 658, 518, 679]
ad-title: THE GREAT PIG FOOD [970, 1414, 1059, 1423]
news-item: An enthusiastic meeting of the Aquatic Carnival Committee was held last evening, Mr J. Hunter presiding. Reports of various committees were received showing that all arrangements are complete to date. It was decided to give a grand fireworks display in the evening. The fireworks will be procured from Wonderland, Miramar, Wellington, and the display will be above the average. Large tents will be erected for the use of competitors at the Carnival, and also for a ladies' cloak-room and officials. The swimming and diving events on the programme promise to be a great attraction, as most of the champion swimmers in the Dominion will be competing. The entries will close this evening with the secretary (Mr A. E. Johnston), or Mr J. A. McEwen. Secretary of the Swimming Club. A ground committee has been appointed to arrange all requirements. The members of the Wairarapa Amateur Swimming Club are working energetically with the Carnival Committee in order to make the function a success. Special train arrangements, to suit the convenience of visitors from other parts of the district, have been made. [807, 1027, 931, 1329]
entry-name: VARNHAM AND ROSE [414, 467, 520, 478]
